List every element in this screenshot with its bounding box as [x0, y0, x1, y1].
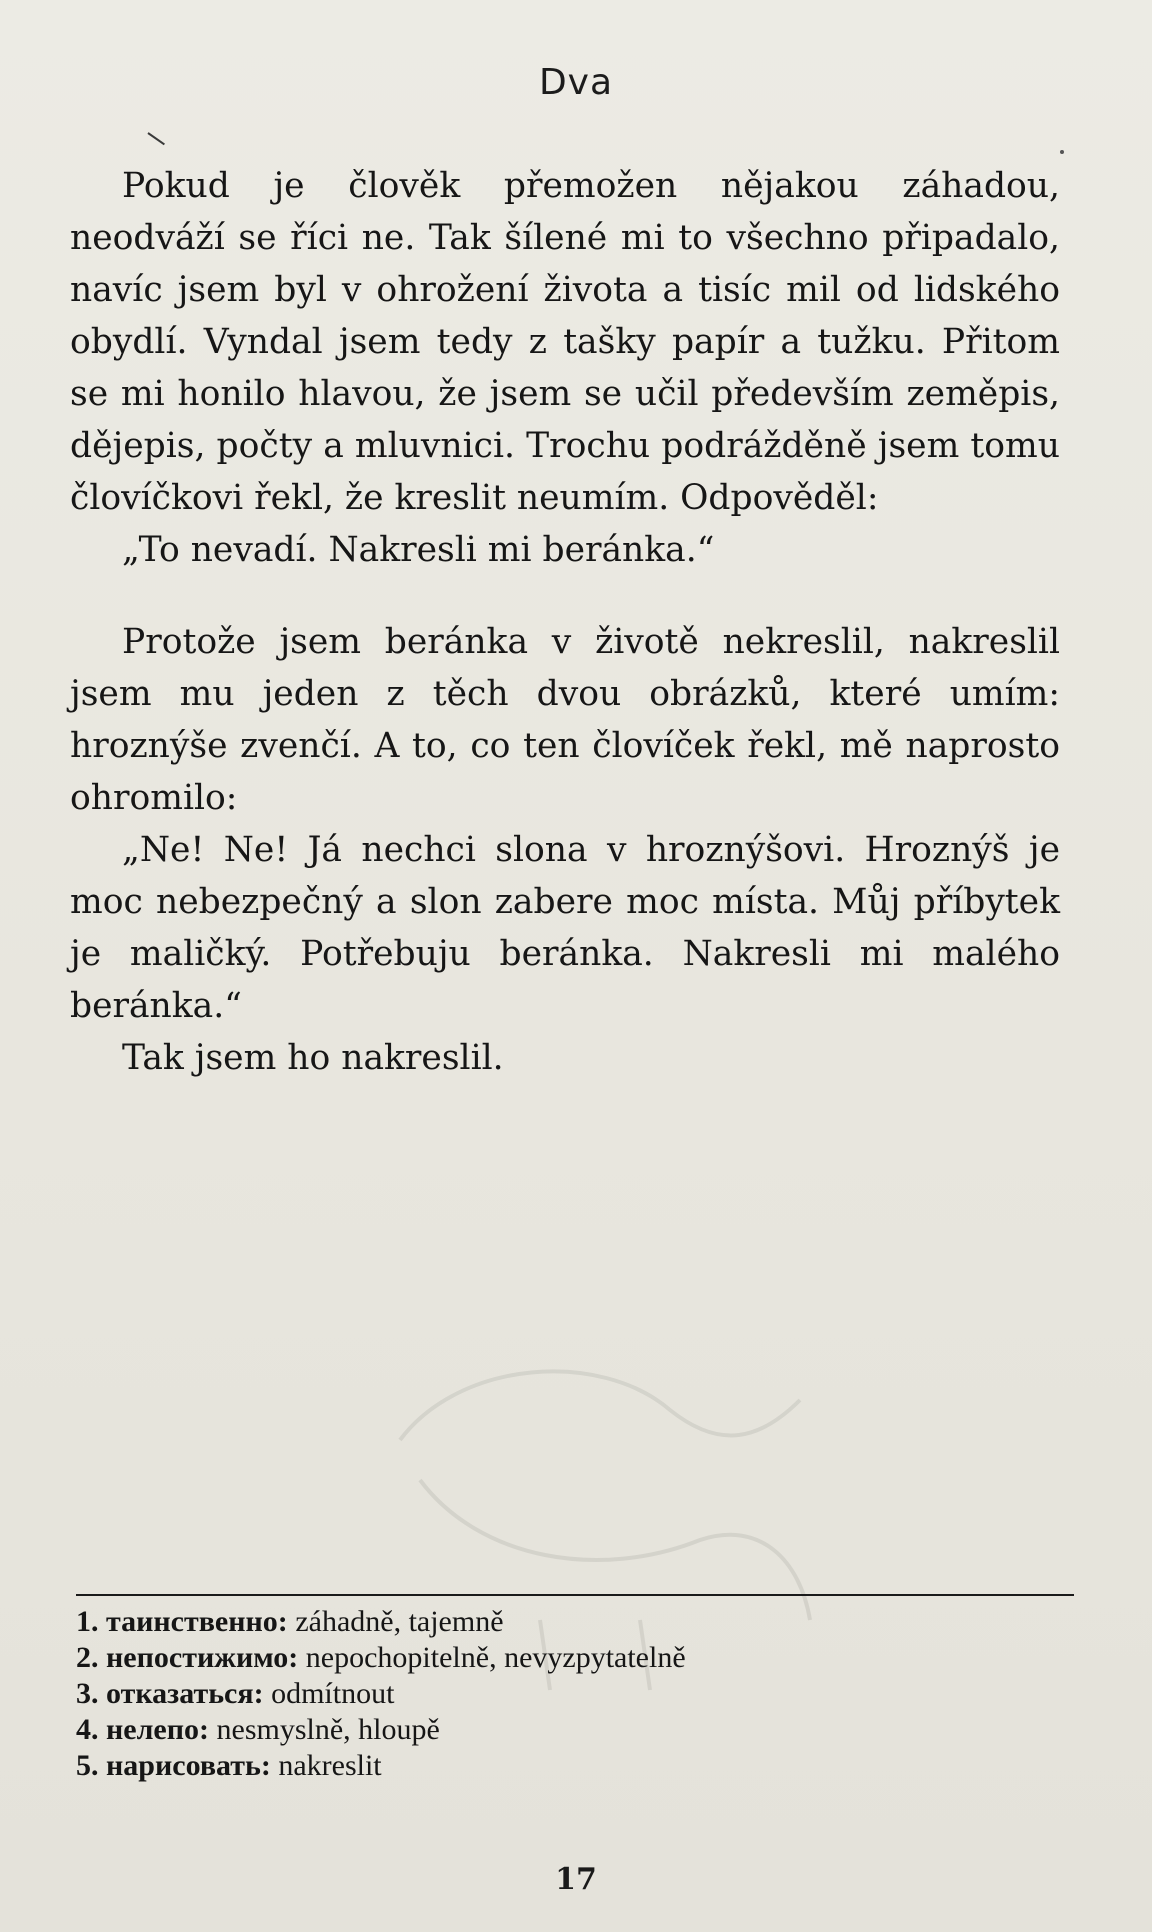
decorative-tick-mark	[147, 132, 165, 145]
footnote-item	[76, 1640, 1074, 1676]
footnote-item	[76, 1676, 1074, 1712]
paragraph: Tak jsem ho nakreslil.	[122, 1038, 504, 1078]
footnote-term: непостижимо:	[106, 1641, 299, 1674]
paragraph: „To nevadí. Nakresli mi beránka.“	[122, 530, 715, 570]
footnote-meaning: nesmyslně, hloupě	[216, 1713, 440, 1746]
footnote-number: 4.	[76, 1713, 99, 1746]
body-text	[70, 160, 1060, 1084]
footnote-number: 3.	[76, 1677, 99, 1710]
footnote-number: 2.	[76, 1641, 99, 1674]
page-number: 17	[555, 1862, 597, 1897]
footnote-term: отказаться:	[106, 1677, 264, 1710]
footnote-item	[76, 1748, 1074, 1784]
footnote-meaning: odmítnout	[271, 1677, 395, 1710]
footnotes	[76, 1594, 1074, 1784]
footnote-number: 5.	[76, 1749, 99, 1782]
footnote-item	[76, 1712, 1074, 1748]
footnote-meaning: záhadně, tajemně	[295, 1605, 504, 1638]
paragraph: Protože jsem beránka v životě nekreslil, nakreslil jsem mu jeden z těch dvou obrázků, které umím: hroznýše zvenčí. A to, co ten človíček řekl, mě naprosto ohromilo:	[70, 622, 1060, 818]
decorative-dot	[1060, 150, 1064, 154]
footnote-term: нелепо:	[106, 1713, 210, 1746]
footnote-meaning: nakreslit	[278, 1749, 382, 1782]
footnote-meaning: nepochopitelně, nevyzpytatelně	[305, 1641, 686, 1674]
footnote-term: нарисовать:	[106, 1749, 271, 1782]
footnote-divider	[76, 1594, 1074, 1596]
paragraph: Pokud je člověk přemožen nějakou záhadou, neodváží se říci ne. Tak šílené mi to všechno připadalo, navíc jsem byl v ohrožení života a tisíc mil od lidského obydlí. Vyndal jsem tedy z tašky papír a tužku. Přitom se mi honilo hlavou, že jsem se učil především zeměpis, dějepis, počty a mluvnici. Trochu podrážděně jsem tomu človíčkovi řekl, že kreslit neumím. Odpověděl:	[70, 166, 1060, 518]
footnote-number: 1.	[76, 1605, 99, 1638]
chapter-title: Dva	[538, 62, 614, 103]
footnote-term: таинственно:	[106, 1605, 288, 1638]
paragraph: „Ne! Ne! Já nechci slona v hroznýšovi. Hroznýš je moc nebezpečný a slon zabere moc místa. Můj příbytek je maličký. Potřebuju beránka. Nakresli mi malého beránka.“	[70, 830, 1060, 1026]
footnote-item	[76, 1604, 1074, 1640]
